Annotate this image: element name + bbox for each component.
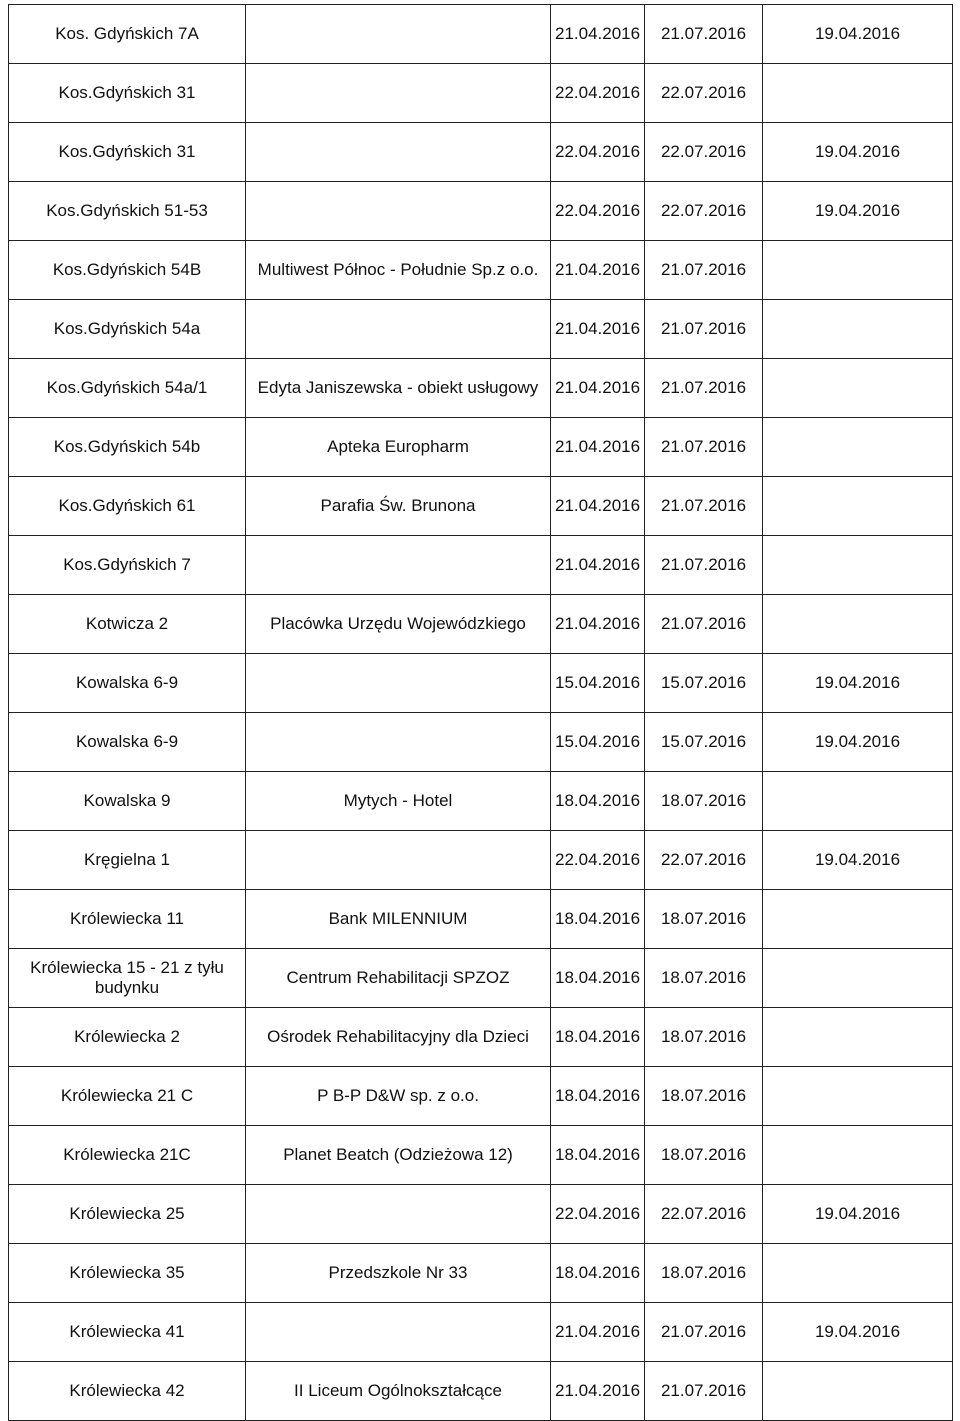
address-cell: Królewiecka 21C: [9, 1126, 246, 1185]
name-cell: II Liceum Ogólnokształcące: [246, 1362, 551, 1421]
date-cell-2: 21.07.2016: [645, 300, 763, 359]
date-cell-2: 22.07.2016: [645, 123, 763, 182]
table-row: [9, 831, 953, 890]
name-cell: [246, 64, 551, 123]
table-row: [9, 595, 953, 654]
table-row: [9, 890, 953, 949]
date-cell-1: 21.04.2016: [551, 418, 645, 477]
date-cell-2: 18.07.2016: [645, 949, 763, 1008]
date-cell-1: 21.04.2016: [551, 241, 645, 300]
table-row: [9, 1362, 953, 1421]
date-cell-2: 21.07.2016: [645, 536, 763, 595]
date-cell-1: 21.04.2016: [551, 1362, 645, 1421]
date-cell-3: 19.04.2016: [763, 831, 953, 890]
address-cell: Królewiecka 35: [9, 1244, 246, 1303]
date-cell-2: 21.07.2016: [645, 418, 763, 477]
table-row: [9, 1185, 953, 1244]
address-cell: Królewiecka 25: [9, 1185, 246, 1244]
date-cell-2: 18.07.2016: [645, 1008, 763, 1067]
name-cell: [246, 123, 551, 182]
date-cell-2: 22.07.2016: [645, 1185, 763, 1244]
date-cell-1: 21.04.2016: [551, 477, 645, 536]
date-cell-3: 19.04.2016: [763, 1185, 953, 1244]
address-cell: Kowalska 9: [9, 772, 246, 831]
table-row: [9, 64, 953, 123]
date-cell-3: [763, 64, 953, 123]
date-cell-3: [763, 477, 953, 536]
date-cell-1: 18.04.2016: [551, 949, 645, 1008]
address-cell: Królewiecka 2: [9, 1008, 246, 1067]
address-cell: Kos. Gdyńskich 7A: [9, 5, 246, 64]
date-cell-3: [763, 300, 953, 359]
date-cell-1: 18.04.2016: [551, 1008, 645, 1067]
date-cell-1: 22.04.2016: [551, 64, 645, 123]
date-cell-1: 15.04.2016: [551, 713, 645, 772]
name-cell: [246, 713, 551, 772]
address-cell: Kos.Gdyńskich 54B: [9, 241, 246, 300]
date-cell-2: 21.07.2016: [645, 5, 763, 64]
date-cell-1: 18.04.2016: [551, 1126, 645, 1185]
name-cell: Multiwest Północ - Południe Sp.z o.o.: [246, 241, 551, 300]
date-cell-2: 21.07.2016: [645, 241, 763, 300]
address-cell: Kos.Gdyńskich 51-53: [9, 182, 246, 241]
table-row: [9, 713, 953, 772]
name-cell: [246, 300, 551, 359]
table-row: [9, 241, 953, 300]
date-cell-3: [763, 1362, 953, 1421]
table-row: [9, 1008, 953, 1067]
date-cell-1: 21.04.2016: [551, 595, 645, 654]
address-cell: Kos.Gdyńskich 61: [9, 477, 246, 536]
name-cell: [246, 654, 551, 713]
address-cell: Kowalska 6-9: [9, 713, 246, 772]
name-cell: Placówka Urzędu Wojewódzkiego: [246, 595, 551, 654]
date-cell-3: [763, 1126, 953, 1185]
address-cell: Królewiecka 42: [9, 1362, 246, 1421]
date-cell-3: 19.04.2016: [763, 5, 953, 64]
schedule-table: [8, 4, 953, 1421]
address-cell: Królewiecka 41: [9, 1303, 246, 1362]
date-cell-2: 22.07.2016: [645, 182, 763, 241]
address-cell: Kos.Gdyńskich 54b: [9, 418, 246, 477]
date-cell-1: 22.04.2016: [551, 182, 645, 241]
date-cell-2: 21.07.2016: [645, 1362, 763, 1421]
date-cell-1: 18.04.2016: [551, 1244, 645, 1303]
table-row: [9, 477, 953, 536]
name-cell: Ośrodek Rehabilitacyjny dla Dzieci: [246, 1008, 551, 1067]
table-row: [9, 1067, 953, 1126]
date-cell-1: 22.04.2016: [551, 1185, 645, 1244]
date-cell-3: [763, 418, 953, 477]
table-row: [9, 5, 953, 64]
schedule-table-body: [9, 5, 953, 1421]
name-cell: Planet Beatch (Odzieżowa 12): [246, 1126, 551, 1185]
date-cell-3: 19.04.2016: [763, 654, 953, 713]
address-cell: Królewiecka 11: [9, 890, 246, 949]
name-cell: [246, 1303, 551, 1362]
date-cell-3: 19.04.2016: [763, 1303, 953, 1362]
date-cell-1: 22.04.2016: [551, 123, 645, 182]
table-row: [9, 654, 953, 713]
table-row: [9, 536, 953, 595]
table-row: [9, 300, 953, 359]
table-row: [9, 1244, 953, 1303]
date-cell-1: 18.04.2016: [551, 772, 645, 831]
date-cell-2: 21.07.2016: [645, 595, 763, 654]
name-cell: [246, 1185, 551, 1244]
name-cell: [246, 536, 551, 595]
date-cell-3: [763, 1008, 953, 1067]
date-cell-2: 21.07.2016: [645, 359, 763, 418]
date-cell-2: 18.07.2016: [645, 772, 763, 831]
table-row: [9, 772, 953, 831]
name-cell: Parafia Św. Brunona: [246, 477, 551, 536]
address-cell: Kotwicza 2: [9, 595, 246, 654]
date-cell-3: [763, 595, 953, 654]
date-cell-3: [763, 890, 953, 949]
name-cell: Apteka Europharm: [246, 418, 551, 477]
table-row: [9, 123, 953, 182]
date-cell-1: 21.04.2016: [551, 5, 645, 64]
date-cell-3: [763, 241, 953, 300]
date-cell-3: [763, 359, 953, 418]
date-cell-2: 18.07.2016: [645, 1126, 763, 1185]
address-cell: Kręgielna 1: [9, 831, 246, 890]
date-cell-2: 22.07.2016: [645, 831, 763, 890]
date-cell-2: 15.07.2016: [645, 713, 763, 772]
name-cell: Centrum Rehabilitacji SPZOZ: [246, 949, 551, 1008]
table-row: [9, 182, 953, 241]
name-cell: P B-P D&W sp. z o.o.: [246, 1067, 551, 1126]
name-cell: [246, 5, 551, 64]
date-cell-2: 21.07.2016: [645, 477, 763, 536]
address-cell: Kos.Gdyńskich 31: [9, 123, 246, 182]
table-row: [9, 1126, 953, 1185]
name-cell: Bank MILENNIUM: [246, 890, 551, 949]
date-cell-3: [763, 1067, 953, 1126]
date-cell-1: 18.04.2016: [551, 1067, 645, 1126]
date-cell-3: [763, 949, 953, 1008]
table-row: [9, 949, 953, 1008]
date-cell-3: 19.04.2016: [763, 713, 953, 772]
table-row: [9, 359, 953, 418]
date-cell-1: 21.04.2016: [551, 536, 645, 595]
address-cell: Kos.Gdyńskich 54a: [9, 300, 246, 359]
date-cell-1: 22.04.2016: [551, 831, 645, 890]
date-cell-3: [763, 772, 953, 831]
date-cell-2: 22.07.2016: [645, 64, 763, 123]
address-cell: Kowalska 6-9: [9, 654, 246, 713]
date-cell-1: 21.04.2016: [551, 1303, 645, 1362]
address-cell: Kos.Gdyńskich 54a/1: [9, 359, 246, 418]
name-cell: Edyta Janiszewska - obiekt usługowy: [246, 359, 551, 418]
date-cell-2: 15.07.2016: [645, 654, 763, 713]
date-cell-1: 21.04.2016: [551, 359, 645, 418]
date-cell-3: 19.04.2016: [763, 123, 953, 182]
name-cell: Mytych - Hotel: [246, 772, 551, 831]
table-row: [9, 1303, 953, 1362]
date-cell-3: [763, 536, 953, 595]
date-cell-1: 15.04.2016: [551, 654, 645, 713]
date-cell-1: 21.04.2016: [551, 300, 645, 359]
date-cell-2: 18.07.2016: [645, 1067, 763, 1126]
table-row: [9, 418, 953, 477]
date-cell-3: 19.04.2016: [763, 182, 953, 241]
date-cell-2: 18.07.2016: [645, 890, 763, 949]
address-cell: Królewiecka 21 C: [9, 1067, 246, 1126]
date-cell-2: 21.07.2016: [645, 1303, 763, 1362]
address-cell: Królewiecka 15 - 21 z tyłu budynku: [9, 949, 246, 1008]
date-cell-2: 18.07.2016: [645, 1244, 763, 1303]
address-cell: Kos.Gdyńskich 31: [9, 64, 246, 123]
name-cell: Przedszkole Nr 33: [246, 1244, 551, 1303]
date-cell-3: [763, 1244, 953, 1303]
name-cell: [246, 831, 551, 890]
address-cell: Kos.Gdyńskich 7: [9, 536, 246, 595]
date-cell-1: 18.04.2016: [551, 890, 645, 949]
name-cell: [246, 182, 551, 241]
